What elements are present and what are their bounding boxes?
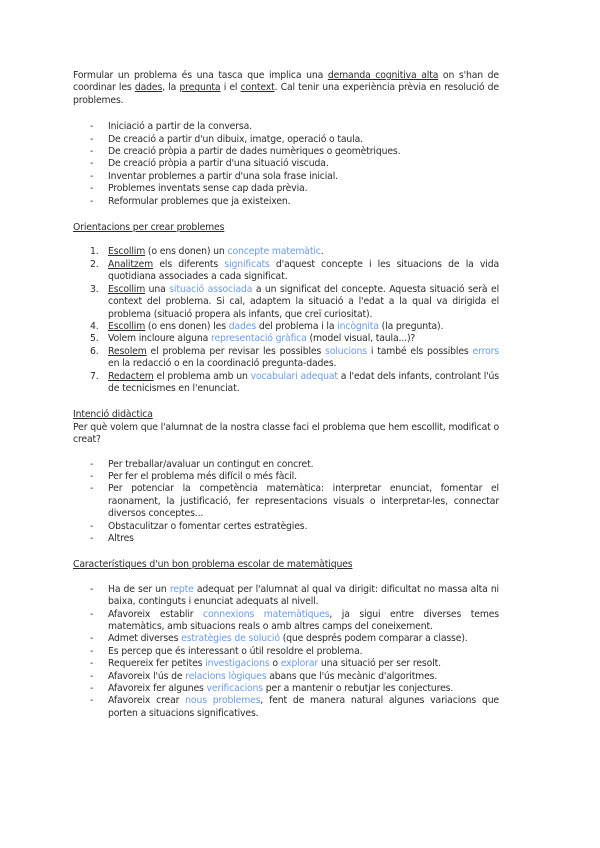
item-text: Ha de ser un — [108, 583, 170, 595]
item-highlight: nous problemes — [185, 695, 261, 707]
step-text: Volem incloure alguna — [108, 333, 212, 345]
list-item: - Iniciació a partir de la conversa. — [73, 121, 499, 133]
item-text: abans que l'ús mecànic d'algoritmes. — [266, 670, 438, 682]
orientacions-heading: Orientacions per crear problemes — [73, 222, 225, 234]
step-number: 4. — [90, 320, 99, 332]
document-page — [73, 70, 499, 720]
list-item — [73, 609, 499, 634]
item-text: o — [269, 658, 281, 670]
step-text: del problema i la — [256, 320, 338, 332]
item-highlight: relacions lògiques — [185, 670, 267, 682]
intro-dades: dades — [134, 82, 163, 94]
intro-text: i el — [220, 82, 241, 94]
list-item: - Inventar problemes a partir d'una sola frase inicial. — [73, 171, 499, 183]
step-highlight: vocabulari adequat — [250, 370, 338, 382]
step-item — [73, 333, 499, 345]
item-highlight: connexions matemàtiques — [203, 608, 330, 620]
creation-list — [73, 121, 499, 208]
item-text: adequat per l'alumnat al qual va dirigit: dificultat no massa alta ni baixa, continguts i enunciat adequats al nivell. — [108, 583, 499, 608]
list-item: - Per potenciar la competència matemàtica: interpretar enunciat, fomentar el raonament, la justificació, fer representacions visuals o interpretar-les, connectar diversos conceptes... — [73, 483, 499, 520]
step-item — [73, 284, 499, 321]
intro-text: , la — [162, 82, 180, 94]
intro-text: . Cal tenir una experiència prèvia en resolució de problemes. — [73, 82, 500, 106]
item-highlight: investigacions — [205, 658, 270, 670]
list-item — [73, 646, 499, 658]
step-text: el problema amb un — [153, 370, 251, 382]
caracteristiques-list — [73, 584, 499, 720]
intencio-heading: Intenció didàctica — [73, 409, 153, 421]
intencio-list — [73, 459, 499, 546]
list-item: - Per treballar/avaluar un contingut en concret. — [73, 459, 499, 471]
orientacions-steps — [73, 246, 499, 395]
item-highlight: verificacions — [206, 683, 263, 695]
item-text: Admet diverses — [108, 633, 182, 645]
step-item — [73, 371, 499, 396]
item-text: Afavoreix l'ús de — [108, 670, 186, 682]
step-verb: Escollim — [108, 283, 146, 295]
item-text: Afavoreix establir — [108, 608, 204, 620]
step-item — [73, 346, 499, 371]
list-item — [73, 671, 499, 683]
list-item: - De creació a partir d'un dibuix, imatge, operació o taula. — [73, 134, 499, 146]
step-highlight: situació associada — [169, 283, 253, 295]
step-highlight: concepte matemàtic — [227, 246, 321, 258]
list-item: - De creació pròpia a partir d'una situació viscuda. — [73, 158, 499, 170]
item-text: per a mantenir o rebutjar les conjectures. — [263, 683, 454, 695]
caracteristiques-heading: Característiques d'un bon problema escolar de matemàtiques — [73, 559, 353, 571]
step-number: 5. — [90, 333, 99, 345]
step-verb: Analitzem — [108, 258, 154, 270]
step-highlight: errors — [472, 345, 499, 357]
step-text: (model visual, taula...)? — [306, 333, 416, 345]
item-highlight: explorar — [280, 658, 319, 670]
item-text: , ja sigui entre diverses temes matemàtics, amb situacions reals o amb altres camps del coneixement. — [108, 608, 499, 633]
step-text: (o ens donen) les — [145, 320, 229, 332]
step-number: 1. — [90, 246, 99, 258]
step-item — [73, 321, 499, 333]
intro-pregunta: pregunta — [179, 82, 221, 94]
intro-text: Formular un problema és una tasca que implica una — [73, 70, 328, 81]
intencio-question: Per què volem que l'alumnat de la nostra classe faci el problema que hem escollit, modificat o creat? — [73, 421, 499, 446]
step-verb: Redactem — [108, 370, 154, 382]
list-item: - Obstaculitzar o fomentar certes estratègies. — [73, 521, 499, 533]
step-text: . — [320, 246, 324, 258]
list-item: - Altres — [73, 533, 499, 545]
item-text: Afavoreix fer algunes — [108, 683, 207, 695]
step-text: (la pregunta). — [378, 320, 444, 332]
item-text: Es percep que és interessant o útil resoldre el problema. — [108, 645, 363, 657]
intro-text: on s'han de coordinar les — [73, 70, 499, 94]
step-highlight: representació gràfica — [211, 333, 307, 345]
step-text: d'aquest concepte i les situacions de la vida quotidiana associades a cada significat. — [108, 258, 500, 283]
list-item: - Per fer el problema més difícil o més fàcil. — [73, 471, 499, 483]
step-text: el problema per revisar les possibles — [146, 345, 326, 357]
step-number: 6. — [90, 345, 99, 357]
step-text: (o ens donen) un — [145, 246, 228, 258]
item-text: Requereix fer petites — [108, 658, 206, 670]
step-text: a l'edat dels infants, controlant l'ús de tecnicismes en l'enunciat. — [108, 370, 499, 394]
step-highlight: incògnita — [337, 320, 379, 332]
step-number: 2. — [90, 258, 99, 270]
list-item: - De creació pròpia a partir de dades numèriques o geomètriques. — [73, 146, 499, 158]
item-highlight: repte — [169, 583, 194, 595]
item-text: una situació per ser resolt. — [318, 658, 441, 670]
step-item — [73, 259, 499, 284]
list-item — [73, 695, 499, 720]
item-highlight: estratègies de solució — [181, 633, 280, 645]
intro-paragraph — [73, 70, 499, 107]
step-highlight: solucions — [325, 345, 367, 357]
list-item — [73, 658, 499, 670]
step-highlight: dades — [228, 320, 257, 332]
step-item — [73, 246, 499, 258]
step-verb: Escollim — [108, 320, 146, 332]
list-item: - Problemes inventats sense cap dada prèvia. — [73, 183, 499, 195]
step-highlight: significats — [224, 258, 270, 270]
step-verb: Escollim — [108, 246, 146, 258]
step-text: una — [145, 283, 170, 295]
step-text: els diferents — [153, 258, 225, 270]
step-number: 7. — [90, 370, 99, 382]
step-text: a un significat del concepte. Aquesta situació serà el context del problema. Si cal, adaptem la situació a l'edat a la qual va dirigida el problema (situació propera als infants, que creï curiositat). — [108, 283, 499, 320]
step-verb: Resolem — [108, 345, 147, 357]
item-text: , fent de manera natural algunes variacions que porten a situacions significatives. — [108, 695, 500, 719]
list-item — [73, 633, 499, 645]
item-text: Afavoreix crear — [108, 695, 186, 707]
list-item — [73, 683, 499, 695]
list-item — [73, 584, 499, 609]
intro-demanda: demanda cognitiva alta — [327, 70, 439, 81]
step-number: 3. — [90, 283, 99, 295]
step-text: en la redacció o en la coordinació pregunta-dades. — [108, 358, 337, 370]
item-text: (que després podem comparar a classe). — [279, 633, 468, 645]
list-item: - Reformular problemes que ja existeixen. — [73, 196, 499, 208]
intro-context: context — [240, 82, 275, 94]
step-text: i també els possibles — [366, 345, 473, 357]
